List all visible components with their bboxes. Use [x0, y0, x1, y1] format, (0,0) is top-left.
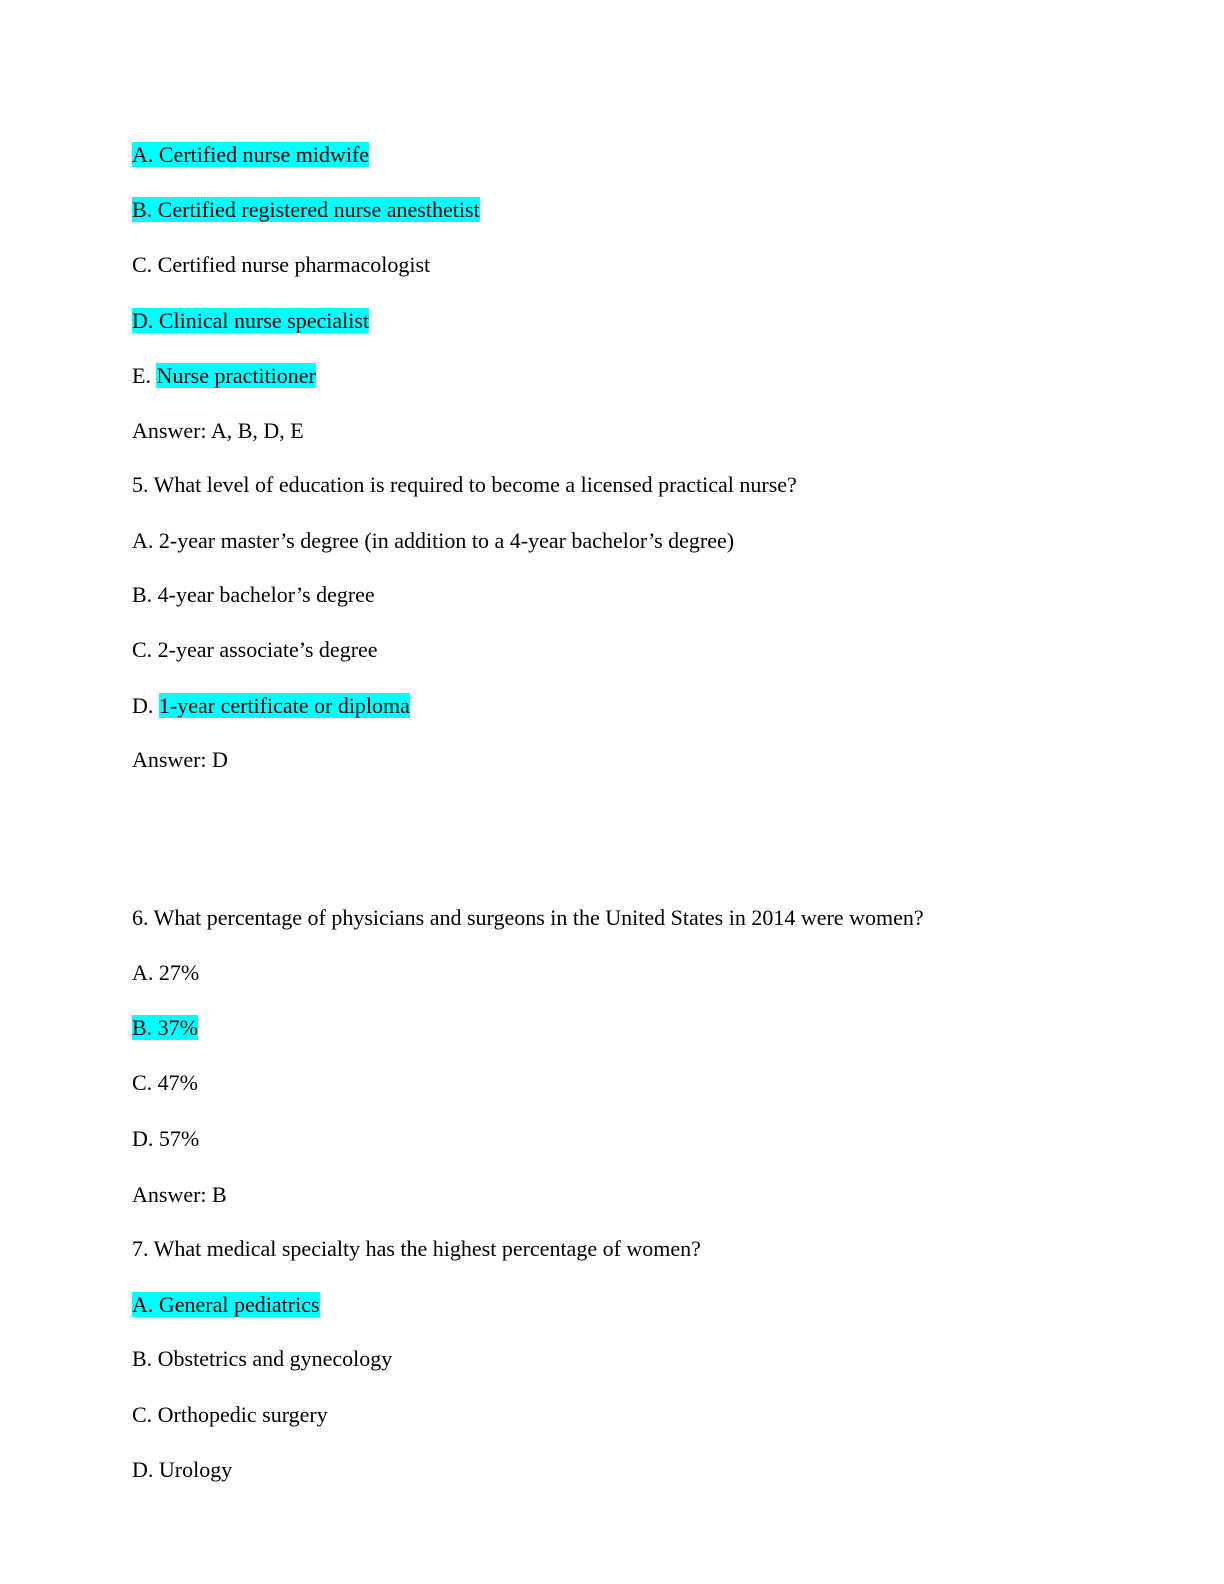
- q4-option-e: E. Nurse practitioner: [132, 363, 316, 388]
- q7-option-c: C. Orthopedic surgery: [132, 1402, 328, 1427]
- q7-option-a: A. General pediatrics: [132, 1292, 320, 1317]
- q6-option-b: B. 37%: [132, 1015, 198, 1040]
- q4-option-a: A. Certified nurse midwife: [132, 142, 370, 167]
- q7-option-b: B. Obstetrics and gynecology: [132, 1346, 393, 1371]
- q6-option-d: D. 57%: [132, 1126, 200, 1151]
- q6-question: 6. What percentage of physicians and surgeons in the United States in 2014 were women?: [132, 905, 924, 930]
- q5-option-b: B. 4-year bachelor’s degree: [132, 582, 375, 607]
- q5-option-a: A. 2-year master’s degree (in addition to a 4-year bachelor’s degree): [132, 528, 735, 553]
- q5-option-c: C. 2-year associate’s degree: [132, 637, 378, 662]
- q6-answer: Answer: B: [132, 1182, 227, 1207]
- q5-question: 5. What level of education is required to become a licensed practical nurse?: [132, 472, 797, 497]
- q4-option-d: D. Clinical nurse specialist: [132, 308, 370, 333]
- q4-option-c: C. Certified nurse pharmacologist: [132, 252, 431, 277]
- q7-question: 7. What medical specialty has the highest percentage of women?: [132, 1236, 701, 1261]
- q7-option-d: D. Urology: [132, 1457, 233, 1482]
- q5-option-d: D. 1-year certificate or diploma: [132, 693, 410, 718]
- q6-option-a: A. 27%: [132, 960, 200, 985]
- q5-answer: Answer: D: [132, 747, 228, 772]
- q4-option-b: B. Certified registered nurse anesthetist: [132, 197, 480, 222]
- q4-answer: Answer: A, B, D, E: [132, 418, 304, 443]
- q6-option-c: C. 47%: [132, 1070, 198, 1095]
